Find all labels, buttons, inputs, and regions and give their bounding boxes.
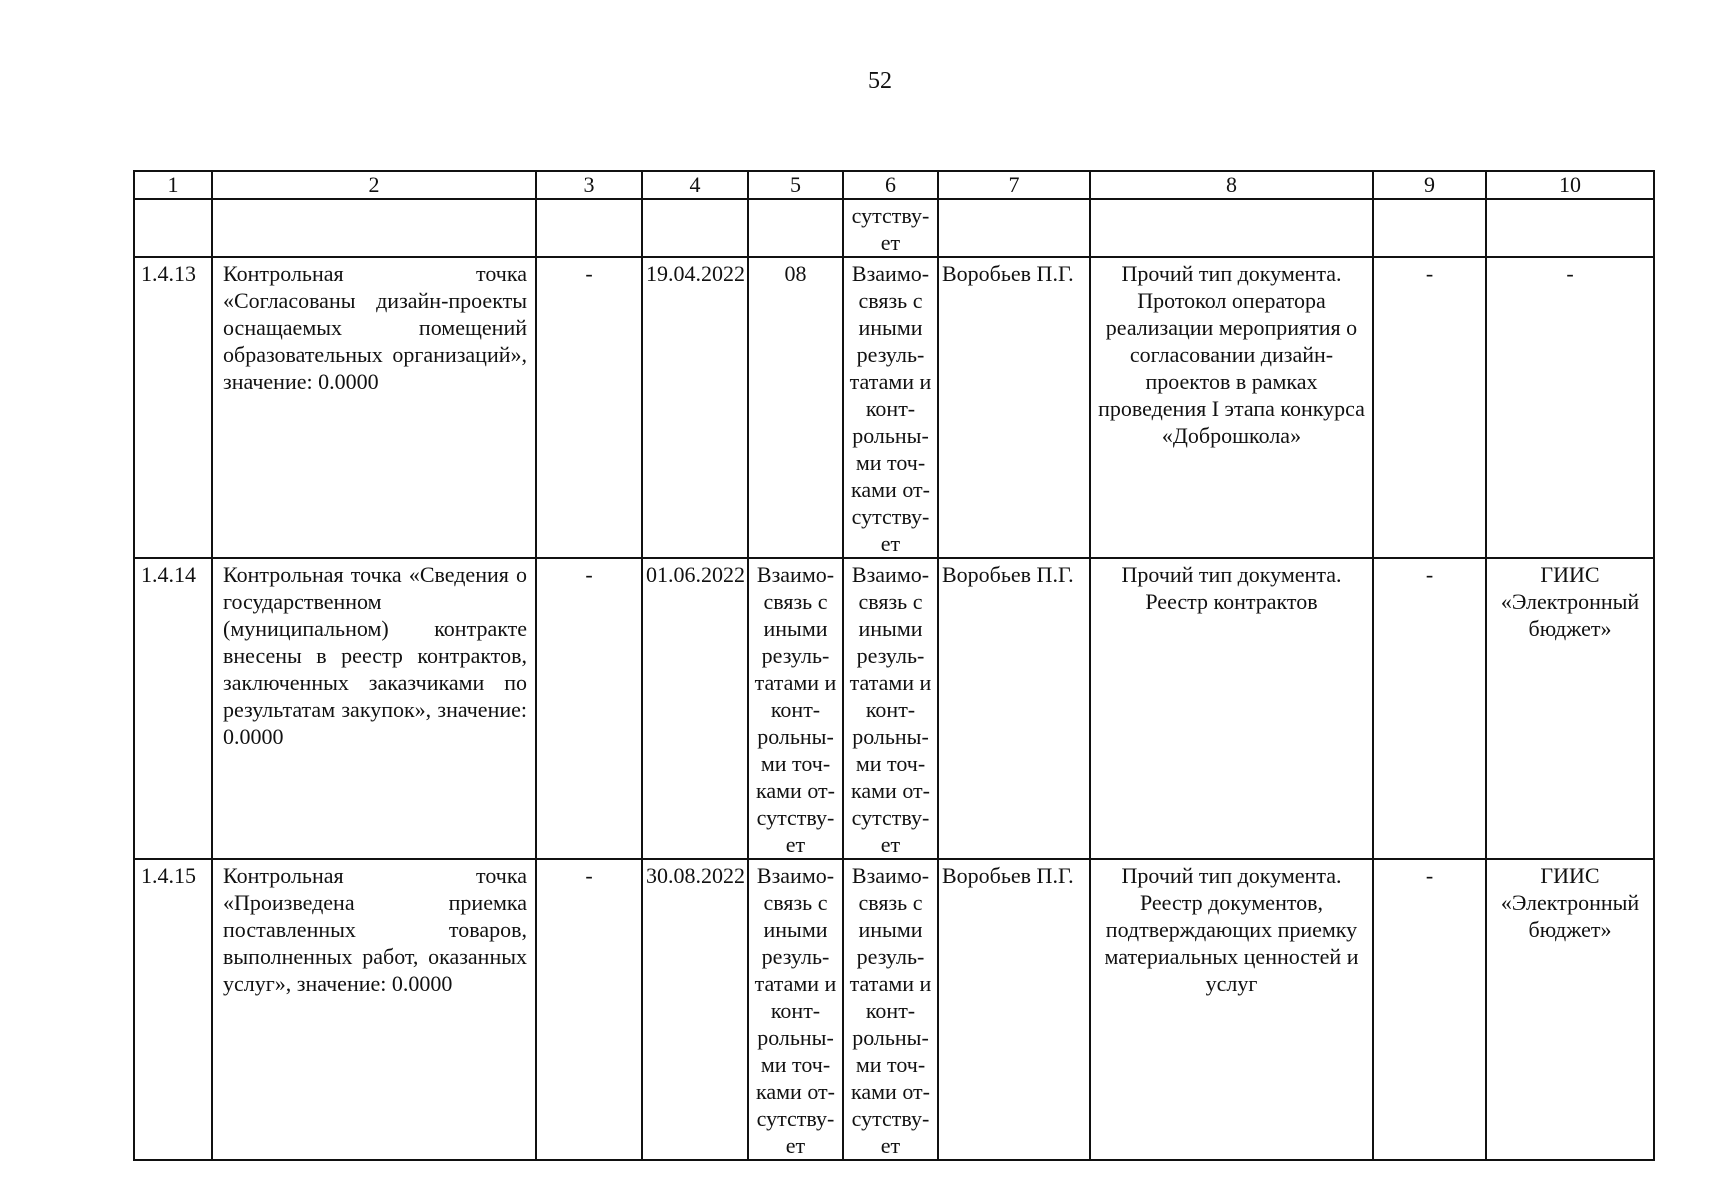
cell-col3: - bbox=[536, 859, 642, 1160]
cell-empty bbox=[938, 199, 1090, 257]
header-cell-3: 3 bbox=[536, 171, 642, 199]
cell-name: Контрольная точка «Произведена приемка поставленных товаров, выполненных работ, оказанных услуг», значение: 0.0000 bbox=[212, 859, 536, 1160]
header-cell-2: 2 bbox=[212, 171, 536, 199]
cell-col5: Взаимо- связь с иными резуль- татами и конт- рольны- ми точ- ками от- сутству- ет bbox=[748, 558, 843, 859]
cell-name: Контрольная точка «Согласованы дизайн-проекты оснащаемых помещений образовательных организаций», значение: 0.0000 bbox=[212, 257, 536, 558]
cell-empty bbox=[748, 199, 843, 257]
cell-name: Контрольная точка «Сведения о государственном (муниципальном) контракте внесены в реестр контрактов, заключенных заказчиками по результатам закупок», значение: 0.0000 bbox=[212, 558, 536, 859]
cell-col3: - bbox=[536, 257, 642, 558]
header-cell-9: 9 bbox=[1373, 171, 1486, 199]
cell-col3: - bbox=[536, 558, 642, 859]
cell-col10: - bbox=[1486, 257, 1654, 558]
cell-responsible: Воробьев П.Г. bbox=[938, 859, 1090, 1160]
control-points-table bbox=[133, 170, 1655, 1161]
header-cell-8: 8 bbox=[1090, 171, 1373, 199]
header-cell-7: 7 bbox=[938, 171, 1090, 199]
cell-empty bbox=[536, 199, 642, 257]
cell-relation: Взаимо- связь с иными резуль- татами и конт- рольны- ми точ- ками от- сутству- ет bbox=[843, 859, 938, 1160]
header-cell-1: 1 bbox=[134, 171, 212, 199]
cell-document: Прочий тип документа. Протокол оператора реализации мероприятия о согласовании дизайн-проектов в рамках проведения I этапа конкурса «Доброшкола» bbox=[1090, 257, 1373, 558]
cell-col10: ГИИС «Электронный бюджет» bbox=[1486, 558, 1654, 859]
cell-empty bbox=[134, 199, 212, 257]
cell-relation-continued: сутству- ет bbox=[843, 199, 938, 257]
page-number: 52 bbox=[868, 68, 892, 94]
cell-empty bbox=[1373, 199, 1486, 257]
header-cell-10: 10 bbox=[1486, 171, 1654, 199]
header-cell-4: 4 bbox=[642, 171, 748, 199]
cell-date: 19.04.2022 bbox=[642, 257, 748, 558]
cell-id: 1.4.13 bbox=[134, 257, 212, 558]
header-cell-5: 5 bbox=[748, 171, 843, 199]
cell-document: Прочий тип документа. Реестр документов, подтверждающих приемку материальных ценностей и услуг bbox=[1090, 859, 1373, 1160]
cell-empty bbox=[1486, 199, 1654, 257]
table-row bbox=[134, 257, 1654, 558]
cell-date: 30.08.2022 bbox=[642, 859, 748, 1160]
cell-col9: - bbox=[1373, 859, 1486, 1160]
cell-id: 1.4.15 bbox=[134, 859, 212, 1160]
table-row-continuation bbox=[134, 199, 1654, 257]
cell-empty bbox=[212, 199, 536, 257]
cell-relation: Взаимо- связь с иными резуль- татами и конт- рольны- ми точ- ками от- сутству- ет bbox=[843, 257, 938, 558]
header-row bbox=[134, 171, 1654, 199]
cell-col9: - bbox=[1373, 257, 1486, 558]
cell-col10: ГИИС «Электронный бюджет» bbox=[1486, 859, 1654, 1160]
cell-responsible: Воробьев П.Г. bbox=[938, 257, 1090, 558]
cell-responsible: Воробьев П.Г. bbox=[938, 558, 1090, 859]
cell-col9: - bbox=[1373, 558, 1486, 859]
cell-id: 1.4.14 bbox=[134, 558, 212, 859]
header-cell-6: 6 bbox=[843, 171, 938, 199]
cell-col5: Взаимо- связь с иными резуль- татами и конт- рольны- ми точ- ками от- сутству- ет bbox=[748, 859, 843, 1160]
cell-empty bbox=[1090, 199, 1373, 257]
cell-document: Прочий тип документа. Реестр контрактов bbox=[1090, 558, 1373, 859]
cell-empty bbox=[642, 199, 748, 257]
table-row bbox=[134, 859, 1654, 1160]
cell-col5: 08 bbox=[748, 257, 843, 558]
table-row bbox=[134, 558, 1654, 859]
cell-date: 01.06.2022 bbox=[642, 558, 748, 859]
cell-relation: Взаимо- связь с иными резуль- татами и конт- рольны- ми точ- ками от- сутству- ет bbox=[843, 558, 938, 859]
